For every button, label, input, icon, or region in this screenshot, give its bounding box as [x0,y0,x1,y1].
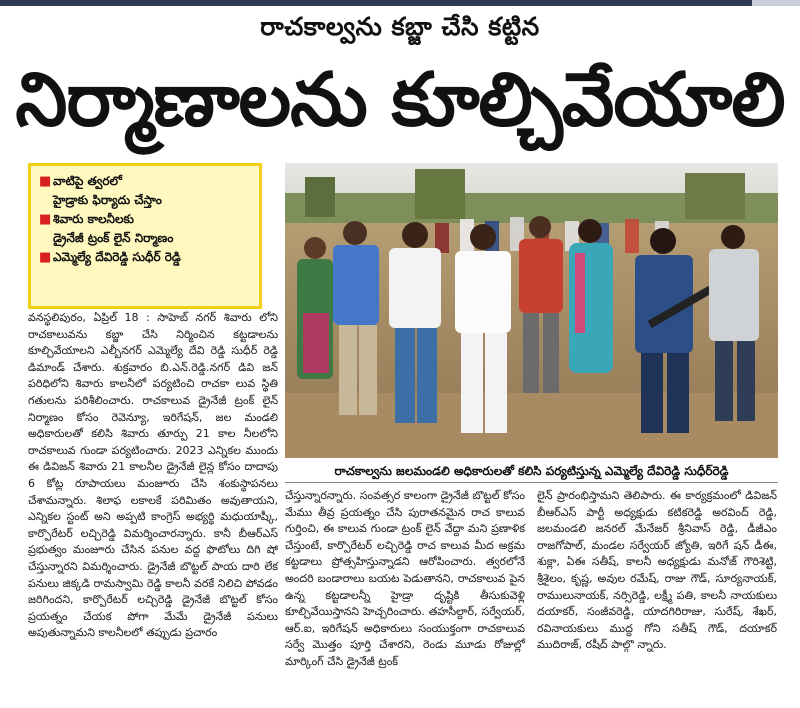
highlight-line: హైడ్రాకు ఫిర్యాదు చేస్తాం [53,193,162,207]
photo-caption: రాచకాల్వను జలమండలి అధికారులతో కలిసి పర్యటిస్తున్న ఎమ్మెల్యే దేవిరెడ్డి సుధీర్‌రెడ్డి [285,460,778,483]
top-color-bar-accent [752,0,800,6]
square-bullet-icon: ■ [39,174,52,189]
highlight-line: శివారు కాలనీలకు [53,212,134,226]
square-bullet-icon: ■ [39,212,52,227]
highlight-item [39,210,253,248]
highlights-box [28,163,262,309]
headline-kicker: రాచకాల్వను కబ్జా చేసి కట్టిన [260,12,540,41]
article-column-2 [285,488,525,671]
article-text: లైన్ ప్రారంభిస్తామని తెలిపారు. ఈ కార్యక్రమంలో డివిజన్ బీఆర్ఎస్ పార్టీ అధ్యక్షుడు కటికరెడ్డి అరవింద్ రెడ్డి, జలమండలి జనరల్ మేనేజర్ శ్రీనివాస్ రెడ్డి, డీజీఎం రాజగోపాల్, మండల సర్వేయర్ జ్యోతి, ఇరిగే షన్ డీఈ, శుక్లా, ఏఈ సతీష్, కాలనీ అధ్యక్షుడు మనోజ్ గౌరిశెట్టి, శ్రీశైలం, కృష్ణ, అవుల రమేష్, రాజు గౌడ్, సూర్యనాయక్, రాములునాయక్, నర్సిరెడ్డి, లక్ష్మీ పతి, కాలనీ నాయకులు దయాకర్, సంజీవరెడ్డి, యాదగిరిరాజు, సురేష్, శేఖర్, రవినాయకులు ముద్ద గోని సతీష్ గౌడ్, దయాకర్ ముదిరాజ్, రషీద్ పాల్గొ న్నారు. [537,489,777,652]
square-bullet-icon: ■ [39,250,52,265]
top-color-bar [0,0,800,6]
highlight-item [39,248,253,267]
news-photo [285,163,778,458]
highlight-line: వాటిపై త్వరలో [53,174,122,188]
highlight-line: డ్రైనేజీ ట్రంక్ లైన్ నిర్మాణం [53,231,174,245]
article-text: చేస్తున్నారన్నారు. సంవత్సర కాలంగా డ్రైనేజీ బొట్టల్ కోసం మేము తీవ్ర ప్రయత్నం చేసి పురాతనమైన రాచ కాలువ గుర్తించి, ఈ కాలువ గుండా ట్రంక్ లైన్ వేద్దా మని ప్రణాళిక చేస్తుంటే, కార్పొరేటర్ లచ్చిరెడ్డి రాచ కాలువ మీద అక్రమ కట్టడాలు ప్రోత్సహిస్తున్నాడని ఆరోపించారు. త్వరలోనే అందరి బండారాలు బయట పెడుతానని, రాచకాలువ పైన ఉన్న కట్టడాలన్నీ హైడ్రా దృష్టికి తీసుకువెళ్లి కూల్చివేయిస్తానని హెచ్చరించారు. తహసీల్దార్, సర్వేయర్, ఆర్.ఐ, ఇరిగేషన్ అధికారులు సంయుక్తంగా రాచకాలువ సర్వే మొత్తం పూర్తి చేశారని, రెండు మూడు రోజుల్లో మార్కింగ్ చేసి డ్రైనేజీ ట్రంక్ [285,489,525,668]
photo-illustration [285,163,778,458]
article-text: వనస్థలిపురం, ఏప్రిల్ 18 : సాహెబ్ నగర్ శివారు లోని రాచకాలువను కబ్జా చేసి నిర్మించిన కట్టడాలను కూల్చివేయాలని ఎల్బీనగర్ ఎమ్మెల్యే దేవి రెడ్డి సుధీర్ రెడ్డి డిమాండ్ చేశారు. శుక్రవారం బి.ఎన్.రెడ్డి.నగర్ డివి జన్ పరిధిలోని శివారు కాలనీలో పర్యటించి రాచకా లువ స్థితి గతులను పరిశీలించారు. రాచకాలువ డ్రైనేజీ ట్రంక్ లైన్ నిర్మాణం కోసం రెవెన్యూ, ఇరిగేషన్, జల మండలి అధికారులతో కలిసి శివారు తూర్పు 21 కాల నీలలోని రాచకాలువ గుండా పర్యటించారు. 2023 ఎన్నికల ముందు ఈ డివిజన్ శివారు 21 కాలనీల డ్రైనేజీ లైన్ల కోసం దాదాపు 6 కోట్ల రూపాయలు మంజూరు చేసి శంకుస్థాపనలు చేశామన్నారు. శిలాఫ లకాలకే పరిమితం అవుతాయని, ఎన్నికల స్టంట్ అని అప్పటి కాంగ్రెస్ అభ్యర్థి మధుయాష్కీ, కార్పొరేటర్ లచ్చిరెడ్డి విమర్శించారన్నారు. కానీ బీఆర్ఎస్ ప్రభుత్వం మంజూరు చేసిన పనుల వద్ద ఫొటోలు దిగి షో చేస్తున్నారని విమర్శించారు. డ్రైనేజీ బొట్టల్ పాయ దారి లేక పనులు జిక్కడి రామస్వామి రెడ్డి కాలనీ వరకే నిలిచి పోవడం జరిగిందని, కార్పొరేటర్ లచ్చిరెడ్డి డ్రైనేజీ బొట్టల్ కోసం ప్రయత్నం చేయక పోగా మేమే డ్రైనేజీ పనులు అపుతున్నామని కాలనీలలో తప్పుడు ప్రచారం [28,311,278,640]
highlight-item [39,172,253,210]
headline: నిర్మాణాలను కూల్చివేయాలి [15,57,785,143]
highlight-line: ఎమ్మెల్యే దేవిరెడ్డి సుధీర్ రెడ్డి [53,250,181,264]
article-column-3 [537,488,777,654]
article-column-1 [28,310,278,642]
